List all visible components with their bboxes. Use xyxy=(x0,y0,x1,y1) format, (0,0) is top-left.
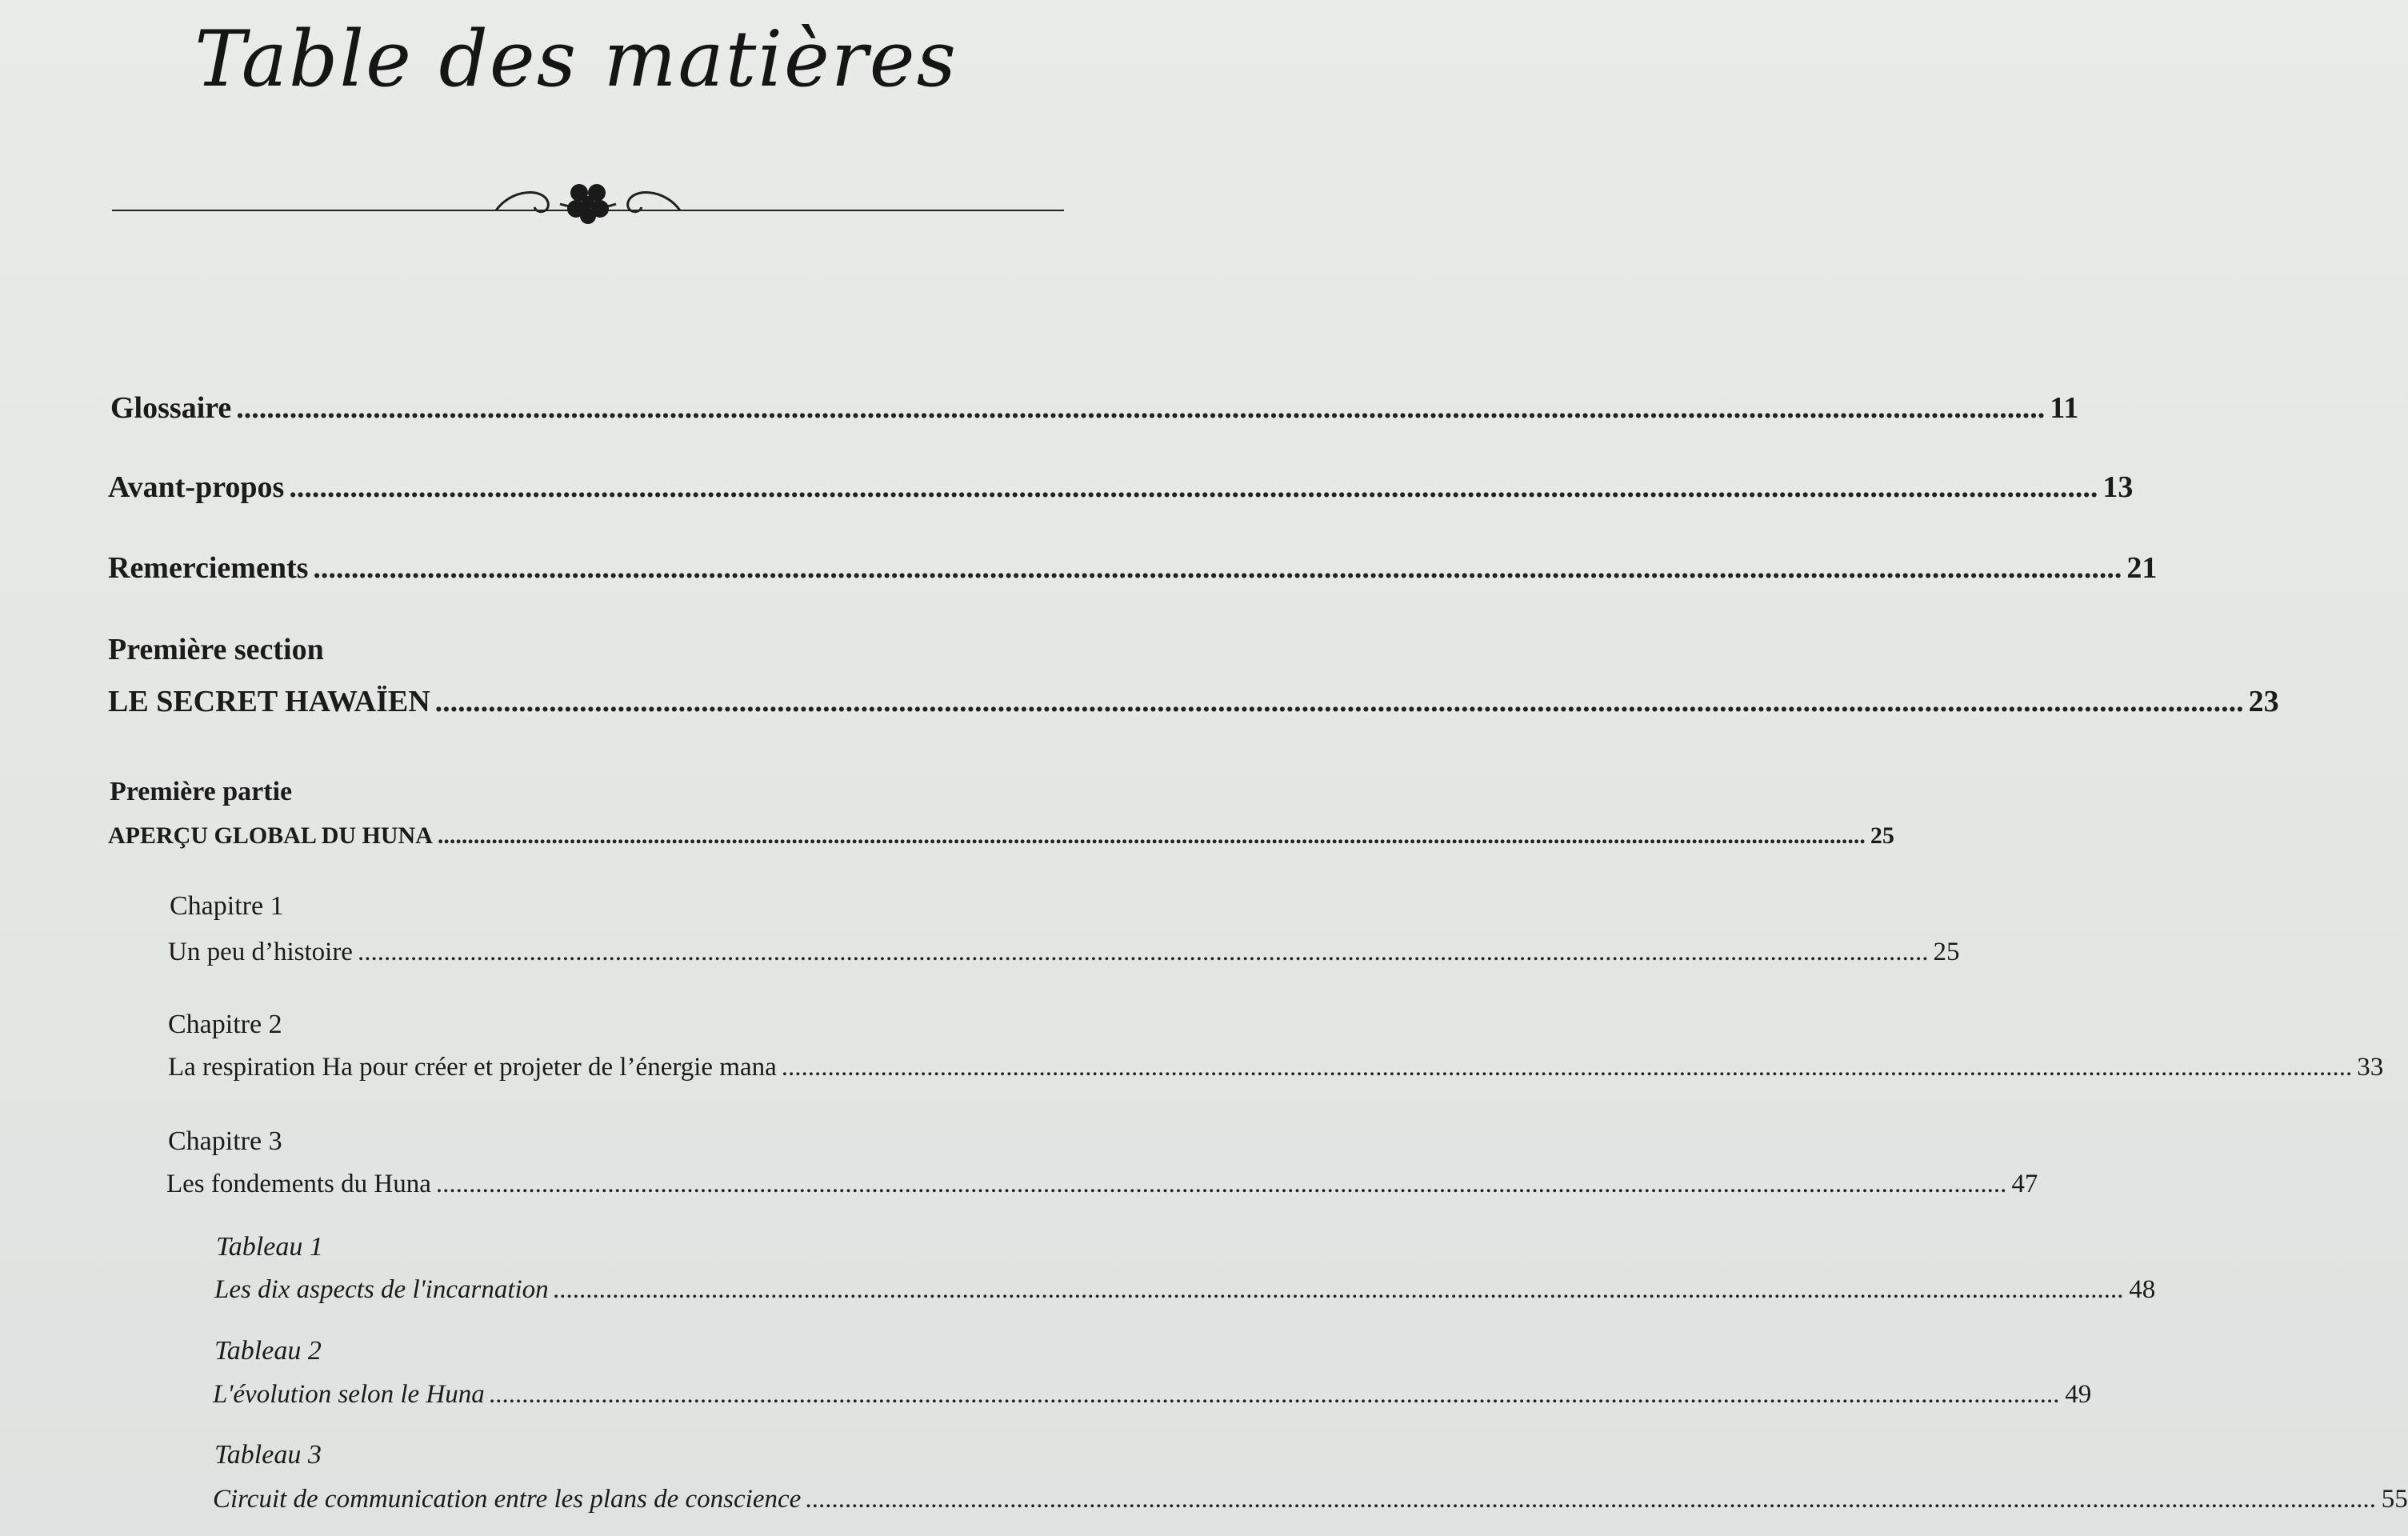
toc-entry-apercu-global[interactable] xyxy=(108,822,1894,850)
dot-leader: .............................................................................................................................................................................................................................................. xyxy=(489,1380,2061,1409)
entry-label: Un peu d’histoire xyxy=(168,938,353,966)
toc-entry-chapitre-3[interactable] xyxy=(166,1170,2038,1199)
toc-entry-avant-propos[interactable] xyxy=(108,470,2134,505)
entry-page: 21 xyxy=(2126,551,2158,585)
entry-label: Avant-propos xyxy=(108,470,285,504)
flourish-divider-icon xyxy=(112,172,1064,228)
toc-entry-secret-hawaien[interactable] xyxy=(108,684,2279,719)
dot-leader: .............................................................................................................................................................................................................................................. xyxy=(357,938,1929,966)
toc-entry-tableau-2[interactable] xyxy=(213,1380,2092,1410)
entry-label: LE SECRET HAWAÏEN xyxy=(108,685,430,718)
toc-entry-remerciements[interactable] xyxy=(108,550,2158,586)
entry-label: Glossaire xyxy=(110,391,232,425)
part-heading: Première partie xyxy=(110,777,293,806)
dot-leader: .............................................................................................................................................................................................................................................. xyxy=(289,470,2098,504)
dot-leader: .............................................................................................................................................................................................................................................. xyxy=(781,1053,2353,1082)
entry-page: 11 xyxy=(2050,391,2079,425)
entry-page: 25 xyxy=(1870,822,1894,849)
entry-page: 33 xyxy=(2357,1053,2384,1082)
entry-label: La respiration Ha pour créer et projeter de l’énergie mana xyxy=(168,1053,777,1082)
dot-leader: .............................................................................................................................................................................................................................................. xyxy=(437,822,1866,849)
toc-entry-tableau-3[interactable] xyxy=(213,1485,2408,1514)
chapter-heading: Chapitre 2 xyxy=(168,1010,282,1039)
dot-leader: .............................................................................................................................................................................................................................................. xyxy=(434,685,2244,718)
toc-entry-chapitre-1[interactable] xyxy=(168,938,1960,967)
toc-entry-glossaire[interactable] xyxy=(110,390,2079,426)
page-title: Table des matières xyxy=(194,14,958,104)
entry-label: Circuit de communication entre les plans de conscience xyxy=(213,1485,802,1514)
entry-label: Les fondements du Huna xyxy=(166,1170,431,1198)
chapter-heading: Chapitre 1 xyxy=(170,891,284,921)
entry-page: 47 xyxy=(2011,1170,2038,1198)
table-heading: Tableau 2 xyxy=(214,1336,322,1366)
dot-leader: .............................................................................................................................................................................................................................................. xyxy=(435,1170,2007,1198)
entry-label: APERÇU GLOBAL DU HUNA xyxy=(108,822,433,849)
table-heading: Tableau 3 xyxy=(214,1440,322,1470)
dot-leader: .............................................................................................................................................................................................................................................. xyxy=(806,1485,2377,1514)
dot-leader: .............................................................................................................................................................................................................................................. xyxy=(236,391,2046,425)
entry-page: 13 xyxy=(2102,470,2134,504)
entry-label: Remerciements xyxy=(108,551,309,585)
entry-page: 55 xyxy=(2381,1485,2408,1514)
chapter-heading: Chapitre 3 xyxy=(168,1126,282,1156)
dot-leader: .............................................................................................................................................................................................................................................. xyxy=(313,551,2122,585)
entry-page: 25 xyxy=(1933,938,1960,966)
entry-page: 49 xyxy=(2065,1380,2092,1409)
entry-page: 23 xyxy=(2248,685,2279,718)
section-heading: Première section xyxy=(108,633,324,666)
toc-entry-tableau-1[interactable] xyxy=(214,1275,2156,1305)
dot-leader: .............................................................................................................................................................................................................................................. xyxy=(553,1275,2125,1304)
entry-label: Les dix aspects de l'incarnation xyxy=(214,1275,549,1304)
toc-entry-chapitre-2[interactable] xyxy=(168,1053,2384,1082)
entry-label: L'évolution selon le Huna xyxy=(213,1380,485,1409)
table-heading: Tableau 1 xyxy=(216,1232,323,1262)
entry-page: 48 xyxy=(2129,1275,2156,1304)
